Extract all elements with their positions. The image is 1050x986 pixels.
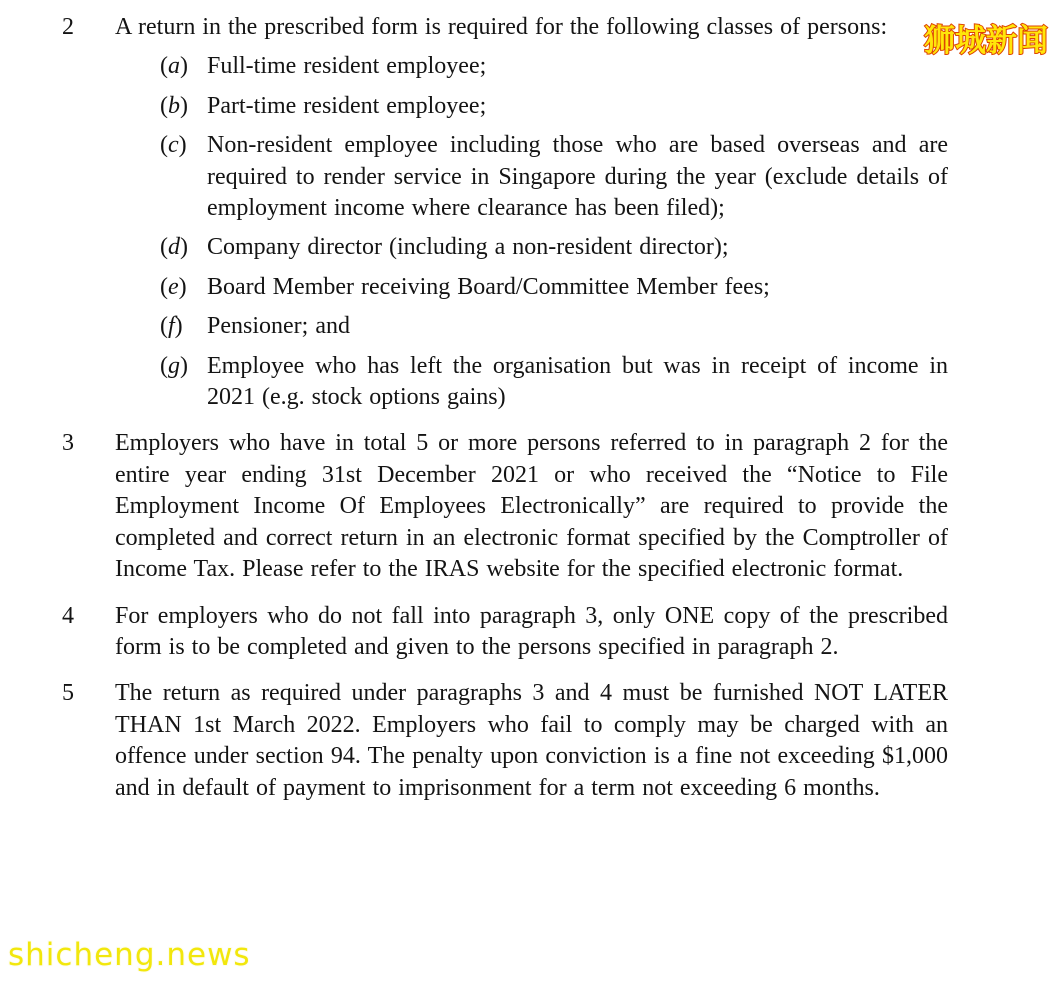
- paragraph-number: 3: [62, 430, 74, 457]
- paragraph-text: For employers who do not fall into paragraph 3, only ONE copy of the prescribed form is to be completed and given to the persons specified in paragraph 2.: [115, 602, 948, 660]
- list-item-g: [160, 351, 948, 414]
- list-item-c: [160, 130, 948, 224]
- list-item-label: (c): [160, 132, 187, 159]
- paragraph-content: [115, 601, 948, 664]
- paragraph-2: [62, 12, 1050, 413]
- list-item-text: Non-resident employee including those who are based overseas and are required to render service in Singapore during the year (exclude details of employment income where clearance has been filed);: [207, 132, 948, 222]
- list-item-text: Company director (including a non-resident director);: [207, 234, 729, 261]
- list-item-text: Board Member receiving Board/Committee Member fees;: [207, 273, 770, 300]
- list-item-label: (a): [160, 53, 188, 80]
- list-item-text: Full-time resident employee;: [207, 53, 487, 80]
- list-item-e: [160, 272, 948, 303]
- list-item-d: [160, 232, 948, 263]
- list-item-label: (b): [160, 92, 188, 119]
- paragraph-number: 5: [62, 680, 74, 707]
- paragraph-content: [115, 428, 948, 585]
- list-item-label: (g): [160, 352, 188, 379]
- list-item-text: Part-time resident employee;: [207, 92, 487, 119]
- list-item-text: Employee who has left the organisation but was in receipt of income in 2021 (e.g. stock options gains): [207, 352, 948, 411]
- list-item-b: [160, 91, 948, 122]
- watermark-shicheng-news-url: shicheng.news: [8, 937, 251, 973]
- paragraph-text: The return as required under paragraphs 3 and 4 must be furnished NOT LATER THAN 1st March 2022. Employers who fail to comply may be charged with an offence under section 94. The penalty upon conviction is a fine not exceeding $1,000 and in default of payment to imprisonment for a term not exceeding 6 months.: [115, 680, 948, 801]
- paragraph-content: [115, 678, 948, 804]
- list-item-label: (e): [160, 273, 187, 300]
- watermark-shicheng-chinese: 狮城新闻: [924, 23, 1048, 59]
- paragraph-5: [62, 678, 1050, 804]
- list-item-a: [160, 51, 948, 82]
- paragraph-number: 4: [62, 602, 74, 629]
- paragraph-3: [62, 428, 1050, 585]
- list-item-label: (d): [160, 234, 188, 261]
- list-item-f: [160, 311, 948, 342]
- classes-of-persons-list: [115, 51, 948, 413]
- paragraph-content: [115, 12, 948, 413]
- paragraph-text: Employers who have in total 5 or more persons referred to in paragraph 2 for the entire year ending 31st December 2021 or who received the “Notice to File Employment Income Of Employees Electronically” are required to provide the completed and correct return in an electronic format specified by the Comptroller of Income Tax. Please refer to the IRAS website for the specified electronic format.: [115, 430, 948, 583]
- paragraph-number: 2: [62, 14, 74, 40]
- list-item-text: Pensioner; and: [207, 313, 350, 340]
- paragraph-text: A return in the prescribed form is required for the following classes of persons:: [115, 14, 888, 40]
- paragraph-4: [62, 601, 1050, 664]
- list-item-label: (f): [160, 313, 183, 340]
